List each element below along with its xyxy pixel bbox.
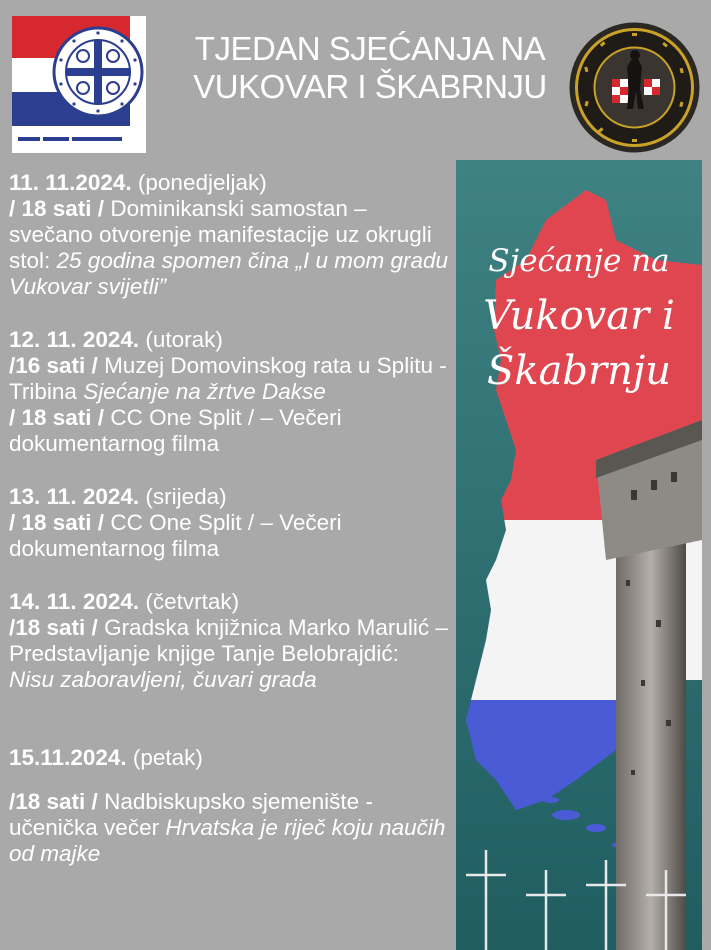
day-date: 14. 11. 2024.	[9, 589, 140, 614]
poster-line-3: Škabrnju	[486, 348, 672, 394]
title-line-2: VUKOVAR I ŠKABRNJU	[193, 68, 547, 105]
day-weekday: (ponedjeljak)	[137, 170, 267, 195]
day-weekday: (utorak)	[145, 327, 223, 352]
event-title: 25 godina spomen čina „I u mom gradu Vukovar svijetli”	[9, 248, 449, 299]
event-item	[9, 405, 449, 457]
event-text: Dominikanski samostan – svečano otvorenje manifestacije uz okrugli stol:	[9, 196, 432, 273]
event-time: /18 sati /	[9, 615, 98, 640]
event-title: Sjećanje na žrtve Dakse	[83, 379, 326, 404]
day-weekday: (srijeda)	[145, 484, 227, 509]
event-title: Nisu zaboravljeni, čuvari grada	[9, 667, 317, 692]
event-time: / 18 sati /	[9, 196, 105, 221]
event-time: / 18 sati /	[9, 405, 105, 430]
event-time: /18 sati /	[9, 789, 98, 814]
day-weekday: (petak)	[132, 745, 203, 770]
event-text: CC One Split / – Večeri dokumentarnog filma	[9, 510, 342, 561]
event-text: CC One Split / – Večeri dokumentarnog filma	[9, 405, 342, 456]
event-item	[9, 615, 449, 693]
page-title	[185, 30, 555, 106]
event-item	[9, 789, 449, 867]
event-text: Nadbiskupsko sjemenište - učenička večer	[9, 789, 373, 840]
day-entry-tuesday	[9, 327, 449, 457]
day-entry-wednesday	[9, 484, 449, 562]
event-text: Gradska knjižnica Marko Marulić – Predstavljanje knjige Tanje Belobrajdić:	[9, 615, 448, 666]
day-date: 12. 11. 2024.	[9, 327, 140, 352]
event-title: Hrvatska je riječ koju naučih od majke	[9, 815, 446, 866]
event-text: Muzej Domovinskog rata u Splitu - Tribina	[9, 353, 447, 404]
homeland-war-museum-logo	[568, 21, 701, 154]
day-date: 15.11.2024.	[9, 745, 127, 770]
day-entry-friday	[9, 745, 449, 867]
poster-line-1: Sjećanje na	[488, 243, 670, 279]
poster-heading	[456, 243, 702, 397]
event-item	[9, 196, 449, 300]
homeland-war-museum-seal-icon	[568, 21, 701, 154]
benedict-association-logo	[12, 16, 146, 153]
day-weekday: (četvrtak)	[145, 589, 240, 614]
day-entry-thursday	[9, 589, 449, 693]
event-item	[9, 353, 449, 405]
event-schedule	[9, 170, 449, 867]
event-time: /16 sati /	[9, 353, 98, 378]
event-time: / 18 sati /	[9, 510, 105, 535]
poster-line-2: Vukovar i	[483, 293, 675, 339]
benedict-logo-icon	[12, 16, 146, 153]
day-date: 13. 11. 2024.	[9, 484, 140, 509]
event-item	[9, 510, 449, 562]
day-date: 11. 11.2024.	[9, 170, 132, 195]
day-entry-monday	[9, 170, 449, 300]
title-line-1: TJEDAN SJEĆANJA NA	[194, 30, 546, 67]
